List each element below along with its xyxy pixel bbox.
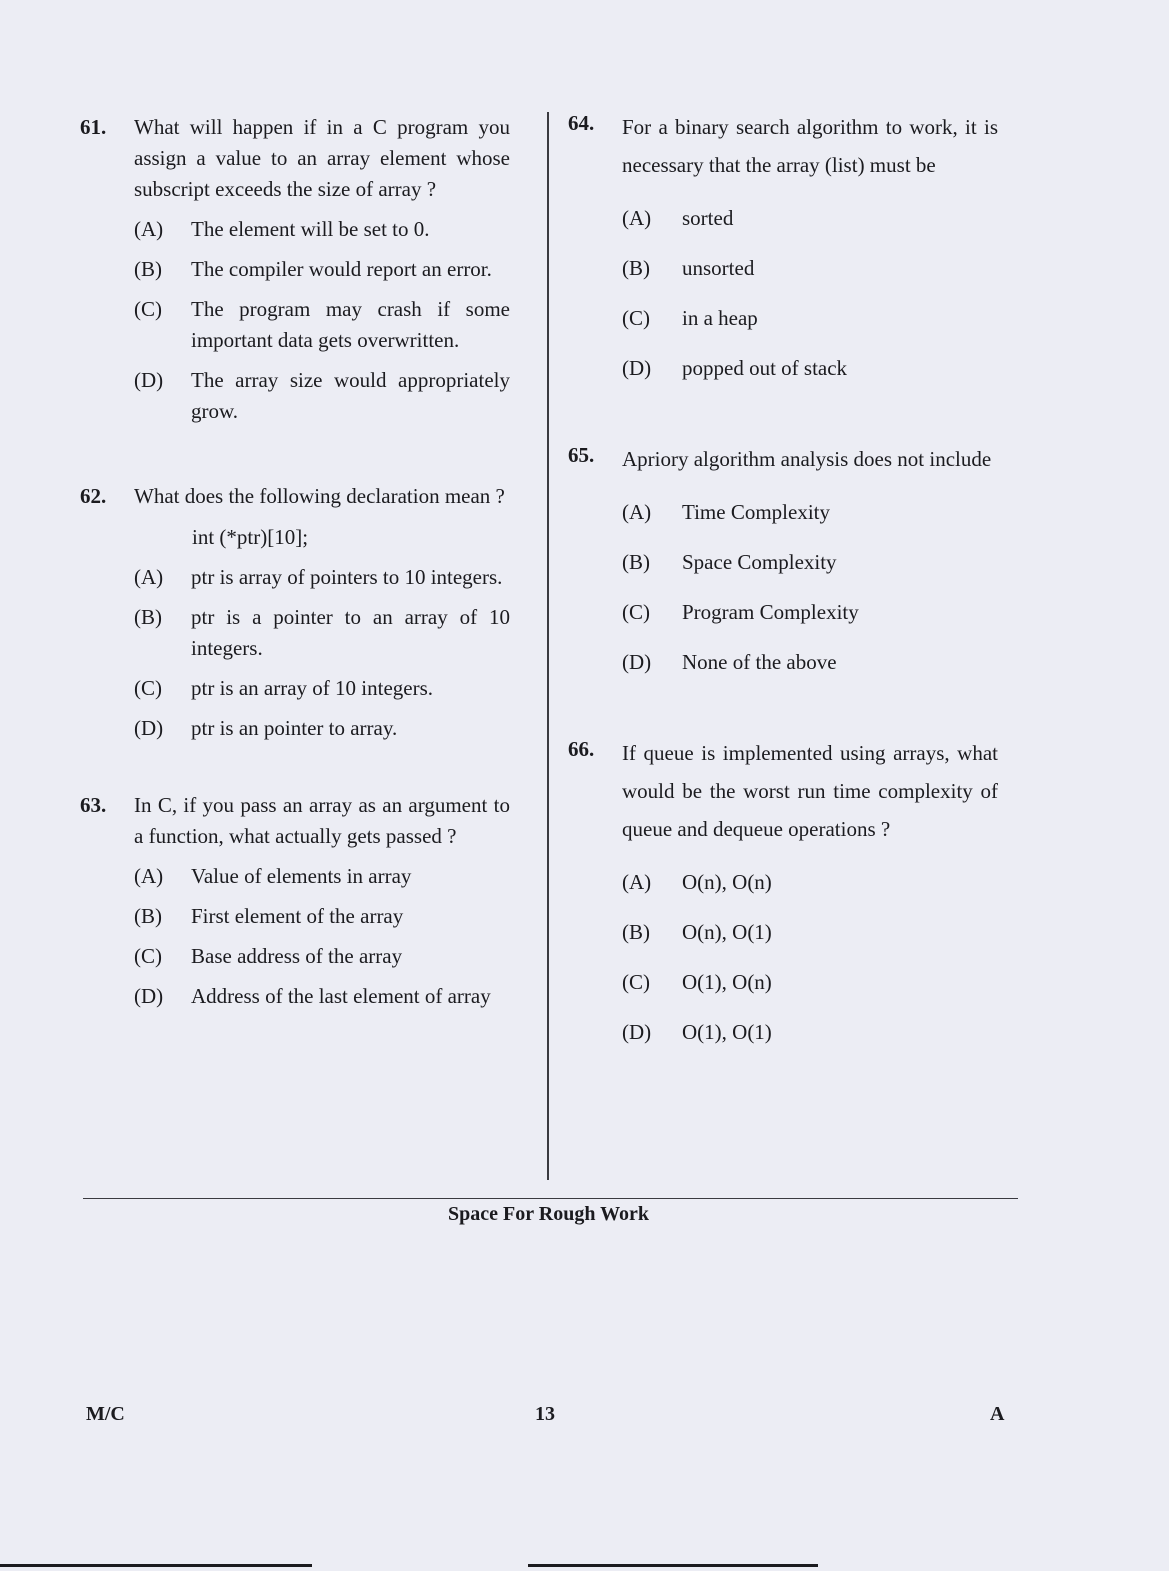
option-a [622, 203, 998, 234]
option-text: Time Complexity [682, 500, 830, 524]
option-label: (C) [134, 676, 162, 700]
option-text: First element of the array [191, 904, 404, 928]
option-label: (A) [622, 870, 652, 894]
option-text: The array size would appropriately grow. [191, 368, 510, 423]
question-number: 65. [568, 443, 595, 467]
question-61 [80, 112, 510, 427]
option-d [622, 647, 998, 678]
option-text: None of the above [682, 650, 837, 674]
option-text: unsorted [682, 256, 755, 280]
option-a [134, 214, 510, 245]
option-text: ptr is an pointer to array. [191, 716, 398, 740]
option-label: (D) [622, 356, 652, 380]
option-b [622, 917, 998, 948]
page-number: 13 [535, 1403, 555, 1425]
option-b [134, 254, 510, 285]
option-a [622, 497, 998, 528]
question-text: For a binary search algorithm to work, it is necessary that the array (list) must be [622, 115, 998, 177]
option-label: (B) [622, 550, 650, 574]
question-64 [568, 108, 998, 384]
rough-work-rule [83, 1198, 1018, 1199]
option-text: Address of the last element of array [191, 984, 491, 1008]
option-label: (B) [134, 257, 162, 281]
question-number: 61. [80, 115, 107, 139]
option-c [622, 967, 998, 998]
option-text: The program may crash if some important data gets overwritten. [191, 297, 510, 352]
option-c [622, 303, 998, 334]
option-text: Base address of the array [191, 944, 403, 968]
option-label: (C) [622, 600, 650, 624]
option-label: (D) [622, 1020, 652, 1044]
question-text: What will happen if in a C program you assign a value to an array element whose subscript exceeds the size of array ? [134, 115, 510, 201]
option-c [134, 941, 510, 972]
option-d [134, 365, 510, 427]
paper-code: M/C [86, 1403, 125, 1425]
option-text: Value of elements in array [191, 864, 412, 888]
scan-edge-right [528, 1564, 818, 1567]
series-letter: A [990, 1403, 1005, 1425]
option-c [134, 673, 510, 704]
option-label: (D) [134, 716, 164, 740]
option-label: (B) [622, 920, 650, 944]
option-text: popped out of stack [682, 356, 848, 380]
option-label: (A) [622, 500, 652, 524]
question-66 [568, 734, 998, 1048]
option-b [134, 602, 510, 664]
question-text: In C, if you pass an array as an argument to a function, what actually gets passed ? [134, 793, 510, 848]
code-snippet: int (*ptr)[10]; [192, 525, 309, 549]
option-text: ptr is an array of 10 integers. [191, 676, 434, 700]
option-d [134, 981, 510, 1012]
right-column [568, 108, 998, 1048]
option-label: (A) [134, 565, 164, 589]
option-label: (A) [134, 864, 164, 888]
option-c [622, 597, 998, 628]
option-text: Program Complexity [682, 600, 859, 624]
question-text: What does the following declaration mean ? [134, 484, 505, 508]
option-a [622, 867, 998, 898]
option-text: Space Complexity [682, 550, 837, 574]
option-label: (A) [622, 206, 652, 230]
option-b [622, 547, 998, 578]
question-63 [80, 790, 510, 1012]
option-a [134, 861, 510, 892]
option-b [622, 253, 998, 284]
option-d [622, 1017, 998, 1048]
question-62 [80, 481, 510, 744]
column-divider [547, 112, 549, 1180]
question-65 [568, 440, 998, 678]
question-number: 64. [568, 111, 595, 135]
question-text: Apriory algorithm analysis does not include [622, 447, 992, 471]
option-text: The compiler would report an error. [191, 257, 492, 281]
option-b [134, 901, 510, 932]
question-number: 63. [80, 793, 107, 817]
rough-work-heading: Space For Rough Work [448, 1203, 649, 1225]
option-label: (D) [134, 984, 164, 1008]
option-label: (D) [622, 650, 652, 674]
option-d [134, 713, 510, 744]
option-label: (B) [134, 605, 162, 629]
question-number: 62. [80, 484, 107, 508]
option-a [134, 562, 510, 593]
option-text: O(n), O(n) [682, 870, 772, 894]
option-text: ptr is a pointer to an array of 10 integers. [191, 605, 510, 660]
scan-edge-left [0, 1564, 312, 1567]
option-text: in a heap [682, 306, 758, 330]
option-label: (B) [622, 256, 650, 280]
option-c [134, 294, 510, 356]
option-text: O(1), O(1) [682, 1020, 772, 1044]
option-label: (D) [134, 368, 164, 392]
question-number: 66. [568, 737, 595, 761]
option-text: O(n), O(1) [682, 920, 772, 944]
option-text: O(1), O(n) [682, 970, 772, 994]
option-text: ptr is array of pointers to 10 integers. [191, 565, 503, 589]
option-label: (B) [134, 904, 162, 928]
option-label: (C) [134, 297, 162, 321]
option-label: (C) [622, 970, 650, 994]
left-column [80, 108, 510, 1012]
option-label: (A) [134, 217, 164, 241]
option-text: sorted [682, 206, 734, 230]
option-d [622, 353, 998, 384]
question-text: If queue is implemented using arrays, what would be the worst run time complexity of queue and dequeue operations ? [622, 741, 998, 841]
option-label: (C) [134, 944, 162, 968]
option-text: The element will be set to 0. [191, 217, 430, 241]
option-label: (C) [622, 306, 650, 330]
